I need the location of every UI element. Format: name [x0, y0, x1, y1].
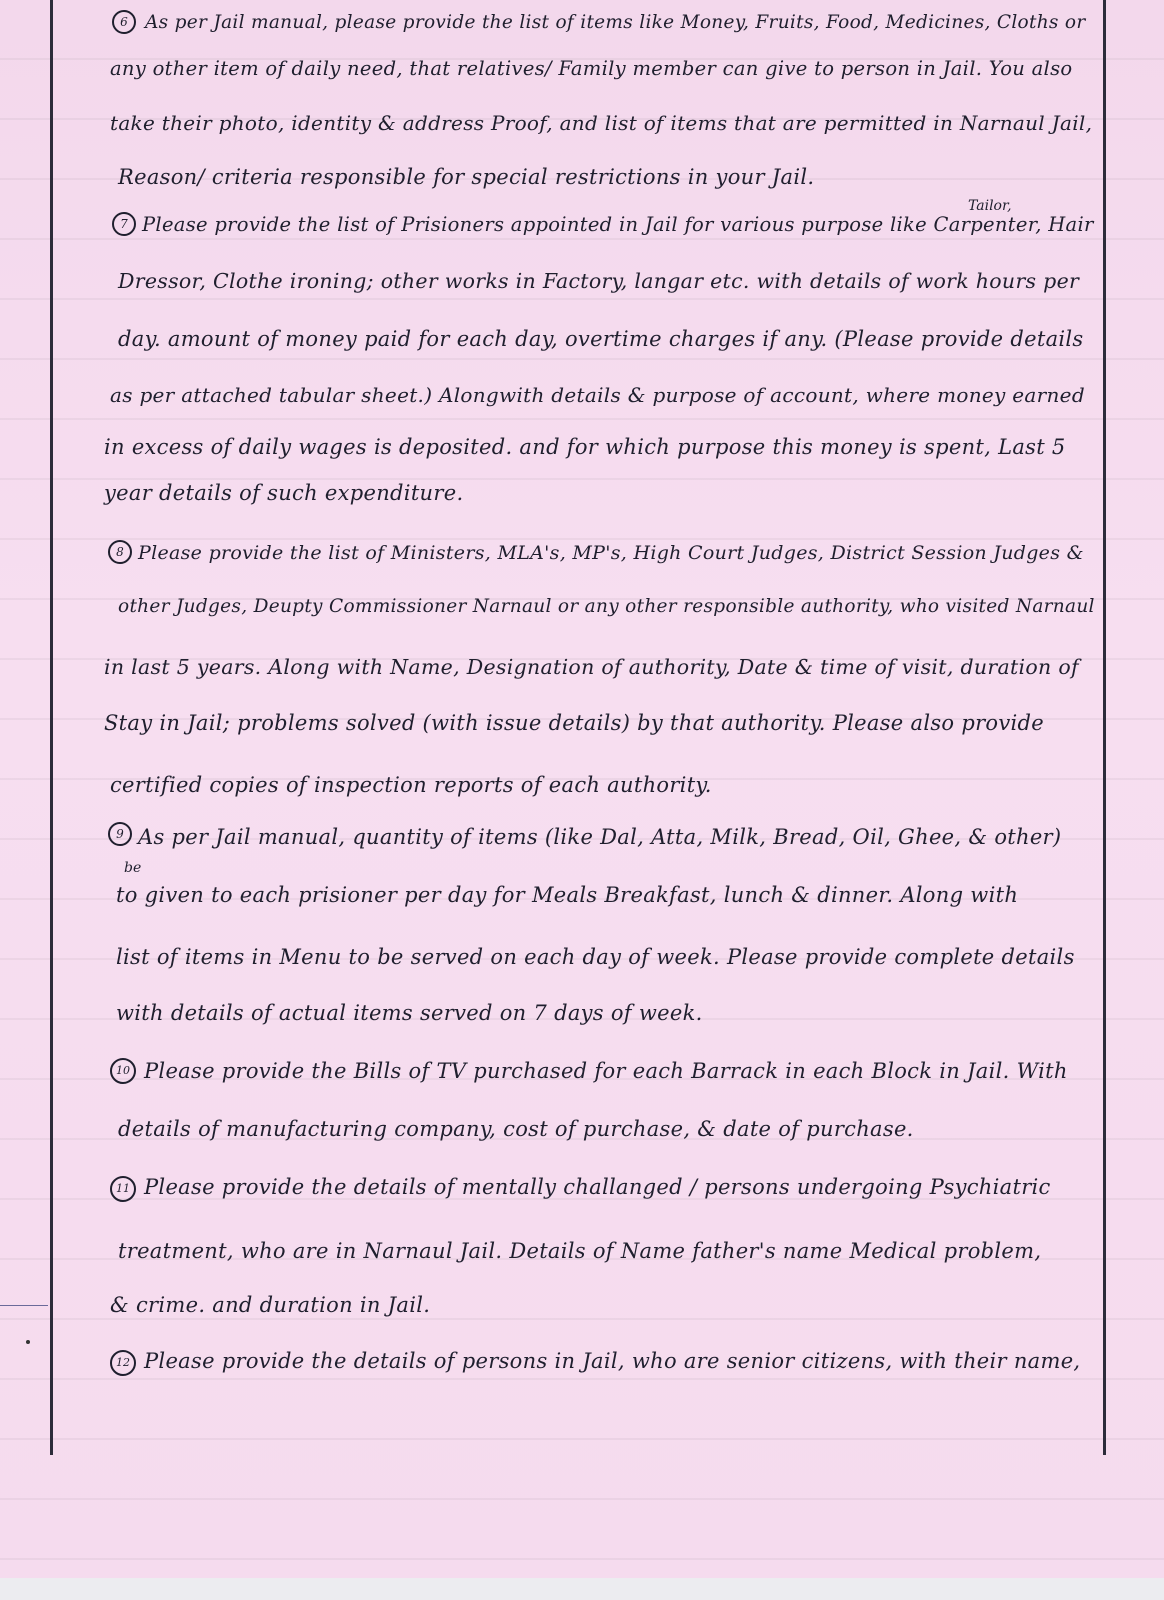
- item-8-line-3: in last 5 years. Along with Name, Designation of authority, Date & time of visit, duration of: [104, 655, 1079, 679]
- margin-pen-mark: [0, 1305, 48, 1306]
- page-bottom-edge: [0, 1578, 1164, 1600]
- item-10-line-1: Please provide the Bills of TV purchased for each Barrack in each Block in Jail. With: [144, 1059, 1068, 1083]
- item-number-6: 6: [112, 10, 136, 34]
- item-7-line-4: as per attached tabular sheet.) Alongwith details & purpose of account, where money earned: [110, 383, 1085, 407]
- item-7-insertion: Tailor,: [968, 198, 1012, 214]
- item-11-line-1: Please provide the details of mentally challanged / persons undergoing Psychiatric: [144, 1175, 1051, 1199]
- item-8-line-2: other Judges, Deupty Commissioner Narnaul or any other responsible authority, who visited Narnaul: [118, 596, 1095, 617]
- item-7-line-2: Dressor, Clothe ironing; other works in Factory, langar etc. with details of work hours per: [118, 269, 1080, 293]
- item-12-line-1: Please provide the details of persons in Jail, who are senior citizens, with their name,: [144, 1349, 1081, 1373]
- item-7-line-3: day. amount of money paid for each day, overtime charges if any. (Please provide details: [118, 327, 1084, 351]
- item-9-line-3: list of items in Menu to be served on each day of week. Please provide complete details: [116, 945, 1075, 969]
- left-margin-rule: [50, 0, 53, 1455]
- item-number-10: 10: [110, 1058, 136, 1084]
- item-9-line-1: As per Jail manual, quantity of items (like Dal, Atta, Milk, Bread, Oil, Ghee, & other): [138, 825, 1062, 849]
- right-margin-rule: [1103, 0, 1106, 1455]
- item-number-12: 12: [110, 1350, 136, 1376]
- item-6-line-2: any other item of daily need, that relatives/ Family member can give to person in Jail. You also: [110, 57, 1073, 80]
- item-11-line-2: treatment, who are in Narnaul Jail. Details of Name father's name Medical problem,: [118, 1239, 1042, 1263]
- item-8-line-5: certified copies of inspection reports of each authority.: [110, 773, 712, 797]
- item-9-line-4: with details of actual items served on 7 days of week.: [116, 1001, 703, 1025]
- item-8-line-1: Please provide the list of Ministers, MLA's, MP's, High Court Judges, District Session Judges &: [138, 542, 1084, 564]
- item-number-8: 8: [108, 540, 132, 564]
- item-6-line-1: As per Jail manual, please provide the list of items like Money, Fruits, Food, Medicines, Cloths or: [145, 12, 1086, 33]
- item-number-11: 11: [110, 1176, 136, 1202]
- item-6-line-4: Reason/ criteria responsible for special restrictions in your Jail.: [118, 165, 815, 189]
- item-9-line-2: to given to each prisioner per day for Meals Breakfast, lunch & dinner. Along with: [116, 883, 1019, 907]
- item-10-line-2: details of manufacturing company, cost of purchase, & date of purchase.: [118, 1117, 914, 1141]
- item-7-line-5: in excess of daily wages is deposited. and for which purpose this money is spent, Last 5: [104, 435, 1066, 459]
- item-number-7: 7: [112, 212, 136, 236]
- margin-dot: [26, 1340, 30, 1344]
- item-9-insertion: be: [124, 860, 142, 876]
- item-number-9: 9: [108, 822, 132, 846]
- item-7-line-1: Please provide the list of Prisioners appointed in Jail for various purpose like Carpenter, Hair: [142, 213, 1094, 236]
- item-8-line-4: Stay in Jail; problems solved (with issue details) by that authority. Please also provide: [104, 711, 1045, 735]
- item-6-line-3: take their photo, identity & address Proof, and list of items that are permitted in Narnaul Jail,: [110, 111, 1093, 135]
- item-7-line-6: year details of such expenditure.: [104, 481, 464, 505]
- item-11-line-3: & crime. and duration in Jail.: [110, 1293, 431, 1317]
